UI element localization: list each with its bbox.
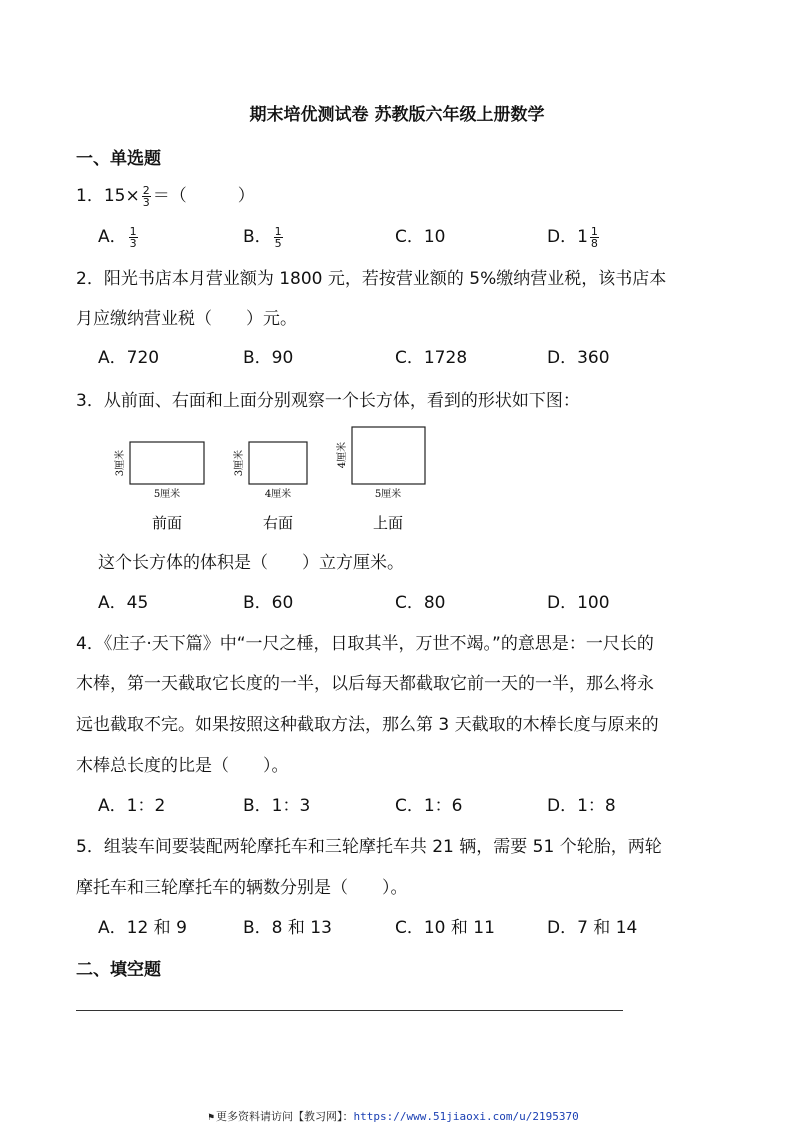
option-label: A． [98,227,127,247]
flag-icon: ⚑ [208,1112,215,1123]
question-4-line-3: 远也截取不完。如果按照这种截取方法，那么第 3 天截取的木棒长度与原来的 [76,715,659,735]
option-a[interactable]: A．12 和 9 [98,918,187,938]
footer-link[interactable]: https://www.51jiaoxi.com/u/2195370 [353,1110,579,1123]
question-1 [76,181,255,208]
option-fraction [129,226,138,249]
top-view [335,427,425,532]
option-d[interactable]: D．100 [547,593,610,613]
option-a[interactable]: A．45 [98,593,149,613]
question-1-fraction [142,185,151,208]
question-1-options [98,222,698,248]
option-d[interactable]: D．1：8 [547,796,616,816]
question-5-line-2: 摩托车和三轮摩托车的辆数分别是（ ）。 [76,878,408,898]
fraction-numerator: 1 [274,224,282,238]
front-view-caption: 前面 [151,514,183,532]
top-view-caption: 上面 [372,514,404,532]
top-view-depth-label: 4厘米 [337,441,348,469]
option-fraction [274,226,283,249]
question-5-line-1: 5．组装车间要装配两轮摩托车和三轮摩托车共 21 辆，需要 51 个轮胎，两轮 [76,837,662,857]
top-view-width-label: 5厘米 [374,489,402,500]
right-view-rectangle [249,442,307,484]
question-2-line-2: 月应缴纳营业税（ ）元。 [76,309,297,329]
right-view-width-label: 4厘米 [264,489,292,500]
question-2-options [98,343,698,369]
question-2-line-1: 2．阳光书店本月营业额为 1800 元，若按营业额的 5%缴纳营业税，该书店本 [76,269,667,289]
option-b[interactable]: B．90 [243,348,294,368]
option-c[interactable]: C．80 [395,593,446,613]
option-c[interactable]: C．1728 [395,348,468,368]
option-label: D．1 [547,227,588,247]
fraction-denominator: 8 [590,236,598,250]
fraction-numerator: 1 [590,224,598,238]
right-view-height-label: 3厘米 [234,449,245,477]
option-a[interactable]: A．1：2 [98,796,166,816]
fraction-denominator: 3 [129,236,137,250]
right-view-caption: 右面 [262,514,294,532]
question-3-options [98,588,698,614]
footer [208,1108,579,1124]
page-title: 期末培优测试卷 苏教版六年级上册数学 [249,105,545,125]
option-b[interactable]: B．1：3 [243,796,311,816]
option-b[interactable]: B．8 和 13 [243,918,332,938]
right-view [232,442,307,532]
fraction-numerator: 2 [142,183,150,197]
option-c[interactable]: C．1：6 [395,796,463,816]
divider-line [76,1010,623,1011]
front-view-height-label: 3厘米 [115,449,126,477]
cuboid-views-figure [110,418,450,538]
question-1-suffix: ＝（ ） [152,186,255,206]
question-3-line-1: 3．从前面、右面和上面分别观察一个长方体，看到的形状如下图： [76,391,580,411]
section-heading-single-choice: 一、单选题 [76,149,161,169]
option-d[interactable]: D．7 和 14 [547,918,638,938]
fraction-denominator: 5 [274,236,282,250]
option-fraction [590,226,599,249]
top-view-rectangle [352,427,425,484]
option-a[interactable] [98,222,140,249]
question-5-options [98,913,698,939]
option-b[interactable] [243,222,285,249]
fraction-numerator: 1 [129,224,137,238]
section-heading-fill-in: 二、填空题 [76,960,161,980]
option-d[interactable]: D．360 [547,348,610,368]
question-4-line-2: 木棒，第一天截取它长度的一半，以后每天都截取它前一天的一半，那么将永 [76,674,654,694]
option-c[interactable]: C．10 和 11 [395,918,495,938]
option-label: B． [243,227,272,247]
front-view-rectangle [130,442,204,484]
question-4-options [98,791,698,817]
front-view-width-label: 5厘米 [153,489,181,500]
option-d[interactable] [547,222,601,249]
question-4-line-1: 4．《庄子·天下篇》中“一尺之棰，日取其半，万世不竭。”的意思是：一尺长的 [76,634,654,654]
footer-text: 更多资料请访问【教习网】： [216,1110,354,1123]
option-a[interactable]: A．720 [98,348,160,368]
question-4-line-4: 木棒总长度的比是（ ）。 [76,756,289,776]
option-b[interactable]: B．60 [243,593,294,613]
option-c[interactable]: C．10 [395,227,446,247]
front-view [113,442,204,532]
fraction-denominator: 3 [142,195,150,209]
question-1-prefix: 1．15× [76,186,140,206]
question-3-line-2: 这个长方体的体积是（ ）立方厘米。 [98,553,404,573]
